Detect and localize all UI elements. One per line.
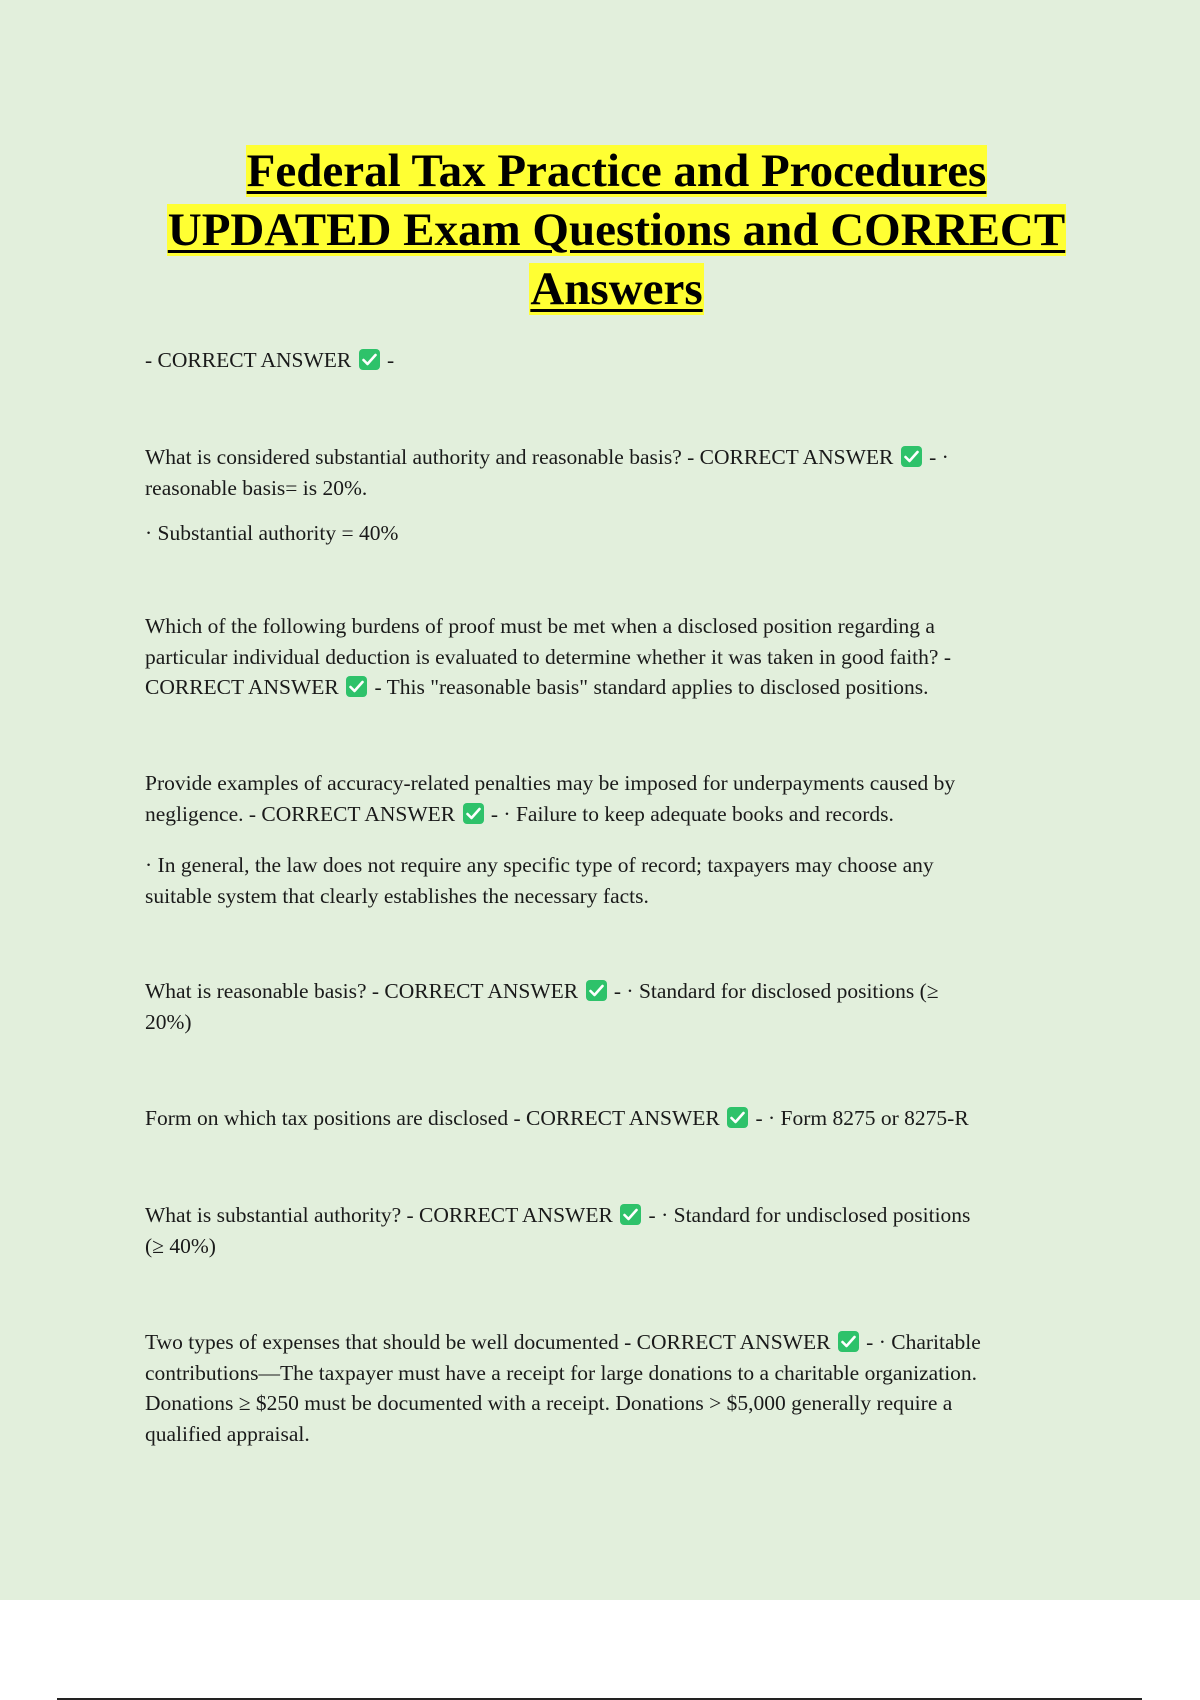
document-title bbox=[0, 142, 1200, 319]
qa-item-6 bbox=[145, 1200, 1085, 1261]
qa-item-7 bbox=[145, 1327, 1085, 1449]
line: negligence. - CORRECT ANSWER - · Failure to keep adequate books and records. bbox=[145, 801, 894, 826]
line: What is considered substantial authority and reasonable basis? - CORRECT ANSWER - · bbox=[145, 445, 949, 469]
qa-item-4 bbox=[145, 976, 1085, 1037]
line: qualified appraisal. bbox=[145, 1421, 310, 1446]
qa-item-2 bbox=[145, 611, 1085, 703]
title-line-3: Answers bbox=[530, 263, 703, 315]
title-line-2: UPDATED Exam Questions and CORRECT bbox=[167, 204, 1066, 256]
line: 20%) bbox=[145, 1009, 192, 1034]
green-checkmark-icon bbox=[901, 446, 922, 467]
line: CORRECT ANSWER - This "reasonable basis" standard applies to disclosed positions. bbox=[145, 675, 929, 699]
line: What is reasonable basis? - CORRECT ANSWER - · Standard for disclosed positions (≥ bbox=[145, 979, 939, 1003]
qa-item-1-note bbox=[145, 518, 1085, 549]
line: contributions—The taxpayer must have a receipt for large donations to a charitable organization. bbox=[145, 1360, 978, 1385]
green-checkmark-icon bbox=[838, 1331, 859, 1352]
line: Provide examples of accuracy-related penalties may be imposed for underpayments caused by bbox=[145, 771, 956, 795]
line: particular individual deduction is evaluated to determine whether it was taken in good faith? - bbox=[145, 644, 951, 669]
line: · In general, the law does not require any specific type of record; taxpayers may choose any bbox=[145, 853, 934, 877]
line: Which of the following burdens of proof must be met when a disclosed position regarding a bbox=[145, 614, 935, 638]
line: · Substantial authority = 40% bbox=[145, 521, 399, 545]
green-checkmark-icon bbox=[346, 676, 367, 697]
line: Two types of expenses that should be well documented - CORRECT ANSWER - · Charitable bbox=[145, 1330, 981, 1354]
green-checkmark-icon bbox=[359, 349, 380, 370]
line: What is substantial authority? - CORRECT ANSWER - · Standard for undisclosed positions bbox=[145, 1203, 971, 1227]
line: Donations ≥ $250 must be documented with a receipt. Donations > $5,000 generally require a bbox=[145, 1391, 953, 1415]
green-checkmark-icon bbox=[586, 980, 607, 1001]
line: (≥ 40%) bbox=[145, 1233, 216, 1258]
qa-item-0 bbox=[145, 345, 1085, 376]
qa-item-5 bbox=[145, 1103, 1085, 1134]
green-checkmark-icon bbox=[620, 1204, 641, 1225]
green-checkmark-icon bbox=[727, 1107, 748, 1128]
line: - CORRECT ANSWER - bbox=[145, 348, 395, 372]
qa-item-1 bbox=[145, 442, 1085, 503]
green-checkmark-icon bbox=[463, 803, 484, 824]
line: Form on which tax positions are disclosed - CORRECT ANSWER - · Form 8275 or 8275-R bbox=[145, 1106, 969, 1130]
qa-item-3 bbox=[145, 768, 1085, 829]
line: reasonable basis= is 20%. bbox=[145, 475, 368, 500]
line: suitable system that clearly establishes the necessary facts. bbox=[145, 883, 649, 908]
title-line-1: Federal Tax Practice and Procedures bbox=[246, 145, 987, 197]
qa-item-3-note bbox=[145, 850, 1085, 911]
